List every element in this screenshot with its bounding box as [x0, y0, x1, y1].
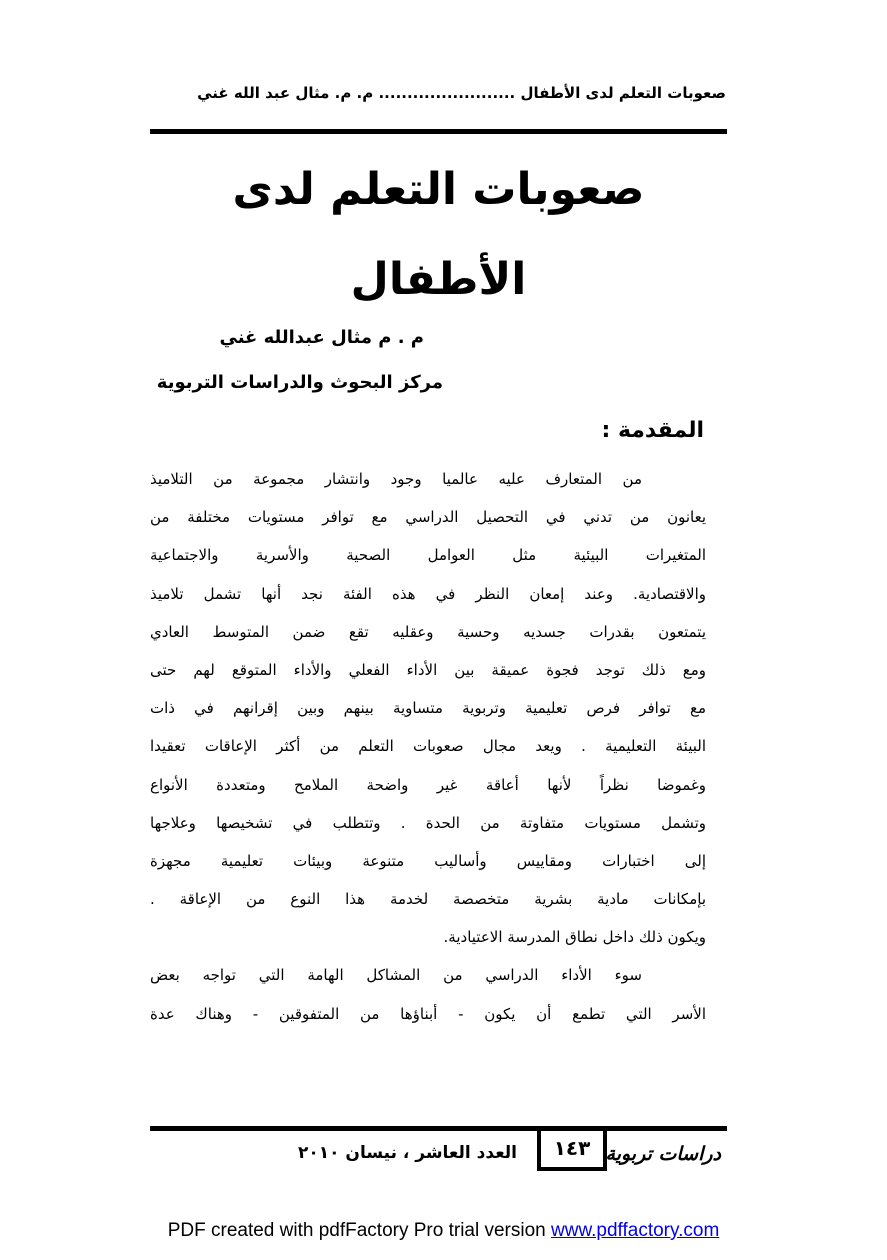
body-line: يعانون من تدني في التحصيل الدراسي مع توافر مستويات مختلفة من — [150, 508, 706, 527]
body-line: ومع ذلك توجد فجوة عميقة بين الأداء الفعلي والأداء المتوقع لهم حتى — [150, 660, 706, 679]
article-title-line-1: صعوبات التعلم لدى — [232, 164, 645, 215]
issue-info: العدد العاشر ، نيسان ٢٠١٠ — [298, 1143, 517, 1163]
body-line: البيئة التعليمية . ويعد مجال صعوبات التعلم من أكثر الإعاقات تعقيدا — [150, 737, 706, 756]
body-line: سوء الأداء الدراسي من المشاكل الهامة التي تواجه بعض — [150, 966, 642, 985]
section-heading: المقدمة : — [601, 418, 704, 443]
body-line: إلى اختبارات ومقاييس وأساليب متنوعة وبيئات تعليمية مجهزة — [150, 851, 706, 870]
body-line: ويكون ذلك داخل نطاق المدرسة الاعتيادية. — [443, 928, 706, 947]
author-affiliation: مركز البحوث والدراسات التربوية — [156, 372, 443, 393]
body-line: من المتعارف عليه عالميا وجود وانتشار مجموعة من التلاميذ — [150, 470, 642, 488]
body-line: وتشمل مستويات متفاوتة من الحدة . وتتطلب في تشخيصها وعلاجها — [150, 813, 706, 832]
body-line: الأسر التي تطمع أن يكون - أبناؤها من المتفوقين - وهناك عدة — [150, 1004, 706, 1023]
body-line: بإمكانات مادية بشرية متخصصة لخدمة هذا النوع من الإعاقة . — [150, 890, 706, 909]
watermark-text: PDF created with pdfFactory Pro trial version — [167, 1220, 552, 1241]
journal-name: دراسات تربوية — [605, 1143, 721, 1165]
body-line: والاقتصادية. وعند إمعان النظر في هذه الفئة نجد أنها تشمل تلاميذ — [150, 584, 706, 603]
pdf-watermark — [0, 1220, 887, 1242]
body-line: يتمتعون بقدرات جسديه وحسية وعقليه تقع ضمن المتوسط العادي — [150, 622, 706, 641]
page-footer — [150, 1131, 727, 1177]
article-title-line-2: الأطفال — [350, 254, 527, 305]
body-text — [150, 460, 706, 1033]
body-line: المتغيرات البيئية مثل العوامل الصحية والأسرية والاجتماعية — [150, 546, 706, 565]
author-name: م . م مثال عبدالله غني — [219, 327, 424, 348]
header-rule — [150, 129, 727, 134]
running-header: صعوبات التعلم لدى الأطفال ........................ م. م. مثال عبد الله غني — [197, 84, 726, 102]
page-number: ١٤٣ — [537, 1129, 607, 1171]
body-line: مع توافر فرص تعليمية وتربوية متساوية بينهم وبين إقرانهم في ذات — [150, 699, 706, 718]
body-line: وغموضا نظراً لأنها أعاقة غير واضحة الملامح ومتعددة الأنواع — [150, 775, 706, 794]
pdffactory-link[interactable]: www.pdffactory.com — [551, 1220, 720, 1241]
